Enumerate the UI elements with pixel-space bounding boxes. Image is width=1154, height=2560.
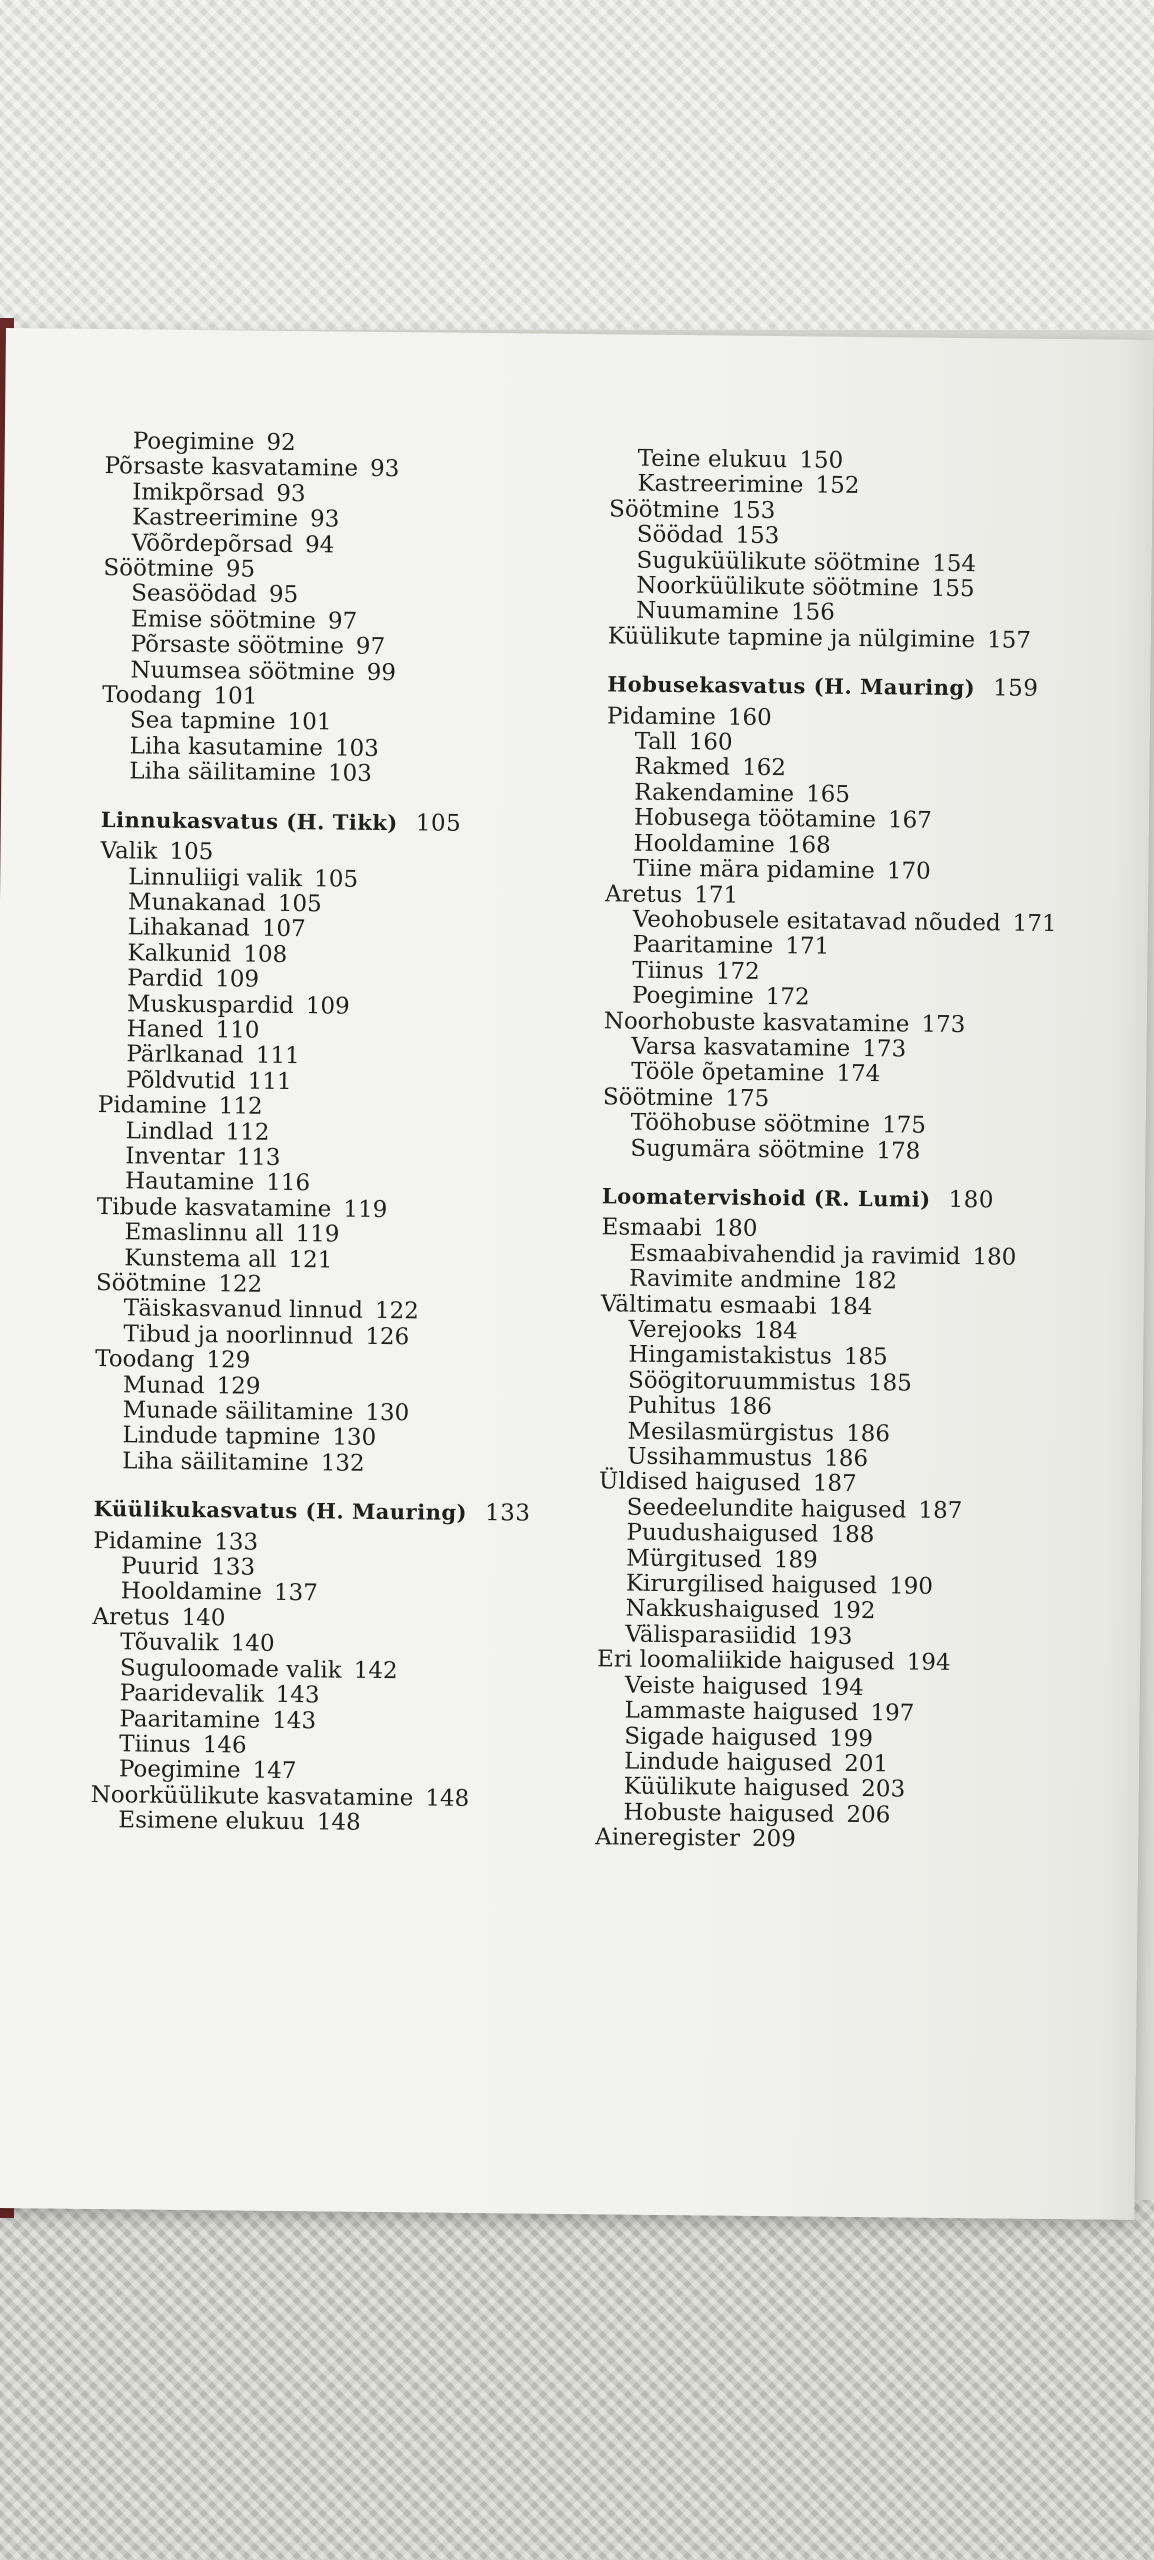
toc-entry-page-number: 197 (870, 1700, 915, 1727)
toc-entry-title: Hautamine (124, 1168, 255, 1197)
toc-entry-page-number: 187 (918, 1497, 963, 1524)
toc-entry-page-number: 111 (247, 1068, 292, 1095)
toc-entry-page-number: 175 (725, 1085, 770, 1112)
toc-entry-page-number: 130 (365, 1399, 410, 1427)
toc-entry-page-number: 182 (853, 1268, 898, 1295)
toc-entry-page-number: 140 (230, 1630, 275, 1658)
toc-entry-page-number: 111 (255, 1043, 300, 1070)
toc-entry-title: Põrsaste kasvatamine (104, 453, 359, 483)
toc-entry-title: Sea tapmine (129, 707, 276, 736)
toc-entry-page-number: 107 (261, 916, 306, 943)
tablecloth-top (0, 0, 1154, 330)
toc-entry-page-number: 170 (886, 858, 931, 885)
toc-subentry (94, 1449, 614, 1480)
toc-entry-title: Eri loomaliikide haigused (596, 1646, 895, 1676)
toc-entry-page-number: 178 (876, 1137, 921, 1165)
toc-entry-page-number: 94 (304, 531, 335, 559)
toc-entry-page-number: 147 (252, 1757, 297, 1785)
toc-entry-page-number: 119 (343, 1196, 388, 1223)
toc-entry-title: Ravimite andmine (628, 1265, 842, 1294)
toc-entry-page-number: 165 (805, 781, 851, 808)
toc-subentry (602, 1136, 1122, 1167)
toc-entry-page-number: 209 (751, 1826, 796, 1853)
toc-entry-page-number: 140 (181, 1604, 226, 1632)
section-heading-page-number: 105 (415, 810, 462, 837)
section-heading-title: Hobusekasvatus (H. Mauring) (607, 671, 976, 701)
toc-entry-title: Kalkunid (127, 940, 232, 968)
section-heading-title: Loomatervishoid (R. Lumi) (601, 1183, 931, 1212)
toc-entry-title: Mesilasmürgistus (627, 1418, 835, 1447)
toc-entry-title: Liha säilitamine (129, 758, 317, 787)
toc-entry-title: Munade säilitamine (122, 1397, 354, 1426)
toc-entry-page-number: 105 (169, 838, 214, 866)
toc-entry-title: Noorhobuste kasvatamine (603, 1007, 910, 1038)
toc-entry-title: Noorküülikute söötmine (636, 572, 919, 602)
toc-entry-page-number: 143 (275, 1681, 320, 1709)
toc-entry-page-number: 173 (862, 1035, 907, 1063)
toc-entry-title: Poegimine (631, 982, 754, 1010)
toc-entry-title: Munakanad (127, 889, 266, 917)
toc-entry-title: Veiste haigused (624, 1672, 808, 1701)
toc-entry-page-number: 112 (218, 1093, 263, 1120)
toc-entry-title: Põrsaste söötmine (130, 631, 345, 660)
toc-entry-title: Varsa kasvatamine (631, 1033, 851, 1062)
toc-entry-page-number: 175 (881, 1112, 927, 1139)
toc-entry-page-number: 95 (225, 556, 256, 583)
toc-entry-title: Aineregister (595, 1824, 741, 1852)
toc-entry-page-number: 95 (268, 582, 299, 609)
toc-entry-title: Suguküülikute söötmine (636, 547, 921, 577)
toc-entry-page-number: 105 (277, 890, 322, 918)
toc-entry-page-number: 126 (365, 1323, 410, 1351)
toc-entry-title: Nakkushaigused (625, 1596, 820, 1625)
toc-entry-title: Esmaabi (601, 1214, 702, 1242)
toc-entry-page-number: 122 (374, 1298, 420, 1325)
toc-entry-page-number: 155 (930, 575, 975, 603)
toc-entry-page-number: 101 (287, 709, 332, 736)
toc-entry-page-number: 168 (786, 831, 831, 859)
toc-entry-page-number: 105 (314, 865, 359, 893)
toc-entry-title: Hobusega töötamine (633, 804, 877, 834)
toc-entry-title: Ussihammustus (627, 1443, 813, 1472)
toc-entry-title: Noorküülikute kasvatamine (90, 1781, 414, 1812)
toc-entry-page-number: 193 (808, 1623, 853, 1650)
toc-entry-page-number: 174 (836, 1061, 881, 1088)
toc-entry-page-number: 92 (266, 429, 296, 457)
section-heading-page-number: 159 (992, 675, 1039, 703)
toc-entry-page-number: 206 (846, 1801, 891, 1829)
toc-entry-page-number: 130 (332, 1424, 377, 1452)
toc-entry-title: Seasöödad (131, 580, 258, 609)
toc-entry-title: Poegimine (132, 428, 255, 456)
toc-entry-title: Söötmine (103, 555, 214, 583)
toc-entry-title: Aretus (92, 1603, 170, 1631)
toc-entry-page-number: 194 (819, 1674, 864, 1701)
toc-entry-page-number: 122 (218, 1271, 263, 1298)
toc-entry-page-number: 93 (276, 480, 306, 507)
toc-entry-title: Puhitus (627, 1392, 717, 1420)
toc-entry-title: Emise söötmine (130, 606, 317, 635)
toc-subentry (90, 1808, 610, 1839)
toc-entry-title: Paaritamine (119, 1705, 261, 1734)
toc-entry-page-number: 132 (320, 1450, 365, 1477)
toc-entry-title: Tiine mära pidamine (633, 855, 875, 885)
toc-entry-title: Kunstema all (124, 1244, 277, 1273)
toc-entry-title: Söödad (636, 521, 724, 549)
toc-entry-title: Söögitoruummistus (627, 1367, 857, 1396)
toc-entry-page-number: 171 (694, 881, 739, 909)
toc-entry-title: Tiinus (632, 957, 704, 985)
tablecloth-bottom (0, 2200, 1154, 2560)
toc-entry-title: Inventar (125, 1143, 225, 1171)
toc-entry-title: Nuumsea söötmine (130, 656, 355, 686)
toc-entry-title: Kastreerimine (637, 471, 804, 499)
toc-entry-page-number: 203 (861, 1776, 906, 1803)
toc-entry-title: Nuumamine (635, 598, 780, 626)
toc-entry-title: Paaridevalik (119, 1680, 264, 1708)
toc-entry-page-number: 157 (986, 627, 1032, 654)
toc-entry-page-number: 97 (327, 608, 358, 635)
toc-entry-title: Tibude kasvatamine (96, 1193, 332, 1223)
toc-entry-title: Linnuliigi valik (128, 863, 303, 892)
toc-entry-page-number: 148 (425, 1785, 470, 1812)
toc-entry-page-number: 171 (785, 933, 830, 960)
toc-entry-page-number: 171 (1012, 910, 1057, 937)
toc-entry-page-number: 142 (353, 1657, 398, 1684)
toc-entry-title: Valik (100, 838, 158, 865)
toc-entry-title: Rakendamine (634, 779, 795, 808)
toc-entry-title: Pidamine (606, 702, 716, 731)
toc-entry-page-number: 129 (216, 1372, 261, 1400)
toc-entry-title: Täiskasvanud linnud (123, 1295, 364, 1325)
toc-entry-page-number: 153 (731, 497, 776, 524)
toc-entry-title: Puurid (120, 1553, 200, 1581)
toc-entry-title: Välisparasiidid (625, 1621, 797, 1650)
toc-entry-title: Tiinus (119, 1731, 191, 1758)
toc-entry-title: Küülikute haigused (623, 1773, 850, 1803)
toc-entry-page-number: 93 (309, 506, 340, 533)
toc-entry-page-number: 172 (715, 958, 760, 985)
toc-entry-page-number: 186 (824, 1445, 869, 1473)
section-heading (93, 1496, 613, 1528)
toc-entry-page-number: 146 (202, 1732, 247, 1759)
toc-entry-title: Sigade haigused (624, 1723, 818, 1752)
section-heading-page-number: 133 (484, 1500, 531, 1527)
toc-entry-page-number: 160 (727, 704, 772, 731)
toc-entry-title: Liha säilitamine (122, 1448, 309, 1477)
toc-entry-page-number: 93 (369, 456, 400, 483)
toc-entry-title: Verejooks (628, 1316, 742, 1344)
toc-entry-page-number: 133 (211, 1554, 256, 1581)
toc-entry-title: Põldvutid (125, 1067, 236, 1095)
toc-entry-title: Tall (634, 728, 677, 756)
toc-entry-page-number: 97 (355, 633, 386, 661)
toc-entry-title: Tõuvalik (120, 1629, 219, 1657)
toc-left-column (90, 429, 625, 1839)
toc-entry-title: Hobuste haigused (623, 1799, 835, 1828)
toc-entry-title: Pidamine (93, 1527, 203, 1555)
toc-entry-page-number: 101 (213, 683, 258, 710)
toc-entry-title: Munad (122, 1371, 205, 1399)
toc-entry-title: Võõrdepõrsad (131, 529, 294, 558)
toc-entry-page-number: 110 (215, 1017, 260, 1044)
toc-entry-page-number: 148 (316, 1809, 361, 1836)
toc-entry-title: Hooldamine (633, 830, 775, 858)
toc-entry-page-number: 153 (735, 522, 780, 550)
book-page (0, 328, 1154, 2220)
toc-entry-title: Sugumära söötmine (630, 1135, 865, 1164)
toc-entry-page-number: 113 (236, 1144, 281, 1171)
toc-entry-page-number: 180 (713, 1215, 758, 1243)
section-heading (607, 672, 1127, 704)
toc-entry-title: Emaslinnu all (124, 1219, 284, 1248)
section-heading-page-number: 180 (948, 1186, 995, 1214)
toc-entry-title: Veohobusele esitatavad nõuded (632, 906, 1001, 937)
section-heading (602, 1183, 1122, 1215)
toc-entry-title: Söötmine (602, 1084, 714, 1112)
toc-entry-title: Lindude tapmine (122, 1422, 321, 1451)
toc-entry-title: Söötmine (609, 496, 720, 524)
toc-entry-page-number: 103 (327, 760, 372, 788)
toc-entry-page-number: 184 (753, 1317, 798, 1345)
toc-entry-page-number: 194 (906, 1649, 951, 1677)
toc-entry-page-number: 190 (888, 1573, 934, 1600)
toc-entry-title: Lindude haigused (623, 1748, 833, 1777)
toc-entry-title: Toodang (95, 1346, 195, 1374)
toc-entry-page-number: 187 (812, 1470, 857, 1498)
toc-entry-page-number: 189 (773, 1546, 818, 1574)
toc-entry-title: Üldised haigused (598, 1468, 801, 1497)
toc-entry-title: Mürgitused (626, 1545, 762, 1573)
toc-entry-title: Vältimatu esmaabi (600, 1290, 817, 1320)
toc-right-column (595, 446, 1130, 1856)
toc-entry-page-number: 109 (305, 992, 350, 1020)
toc-entry-title: Poegimine (118, 1756, 241, 1784)
toc-entry-page-number: 186 (727, 1393, 773, 1421)
toc-entry-page-number: 119 (295, 1221, 340, 1248)
toc-entry-title: Esimene elukuu (118, 1807, 305, 1836)
section-heading (101, 807, 621, 839)
toc-entry-page-number: 109 (215, 966, 260, 993)
toc-entry-page-number: 112 (225, 1118, 270, 1146)
toc-entry-title: Pardid (127, 965, 204, 993)
section-heading-title: Küülikukasvatus (H. Mauring) (93, 1496, 468, 1526)
toc-entry-page-number: 185 (843, 1344, 888, 1371)
toc-entry-page-number: 201 (844, 1750, 889, 1778)
toc-entry-page-number: 180 (972, 1243, 1017, 1271)
toc-entry-page-number: 160 (688, 729, 733, 756)
toc-entry-page-number: 186 (845, 1420, 891, 1447)
toc-entry-title: Pidamine (97, 1092, 207, 1120)
toc-entry-page-number: 199 (828, 1725, 874, 1752)
toc-entry-page-number: 185 (867, 1369, 912, 1397)
toc-entry-title: Lihakanad (127, 914, 250, 942)
toc-entry-title: Puudushaigused (626, 1519, 819, 1548)
toc-subentry (101, 759, 621, 790)
toc-entry-page-number: 137 (273, 1580, 318, 1607)
toc-entry-title: Tibud ja noorlinnud (123, 1321, 354, 1350)
toc-entry-title: Kastreerimine (131, 504, 299, 533)
toc-entry-title: Rakmed (634, 754, 731, 782)
toc-entry-page-number: 156 (790, 599, 835, 627)
toc-entry-page-number: 99 (366, 659, 397, 686)
toc-entry-page-number: 172 (765, 984, 810, 1011)
toc-entry-page-number: 133 (214, 1528, 259, 1556)
toc-entry-page-number: 167 (887, 807, 933, 835)
toc-entry-title: Liha kasutamine (129, 733, 324, 762)
toc-entry-title: Aretus (604, 880, 683, 908)
toc-entry (595, 1825, 1115, 1856)
toc-entry (608, 624, 1128, 655)
toc-entry-page-number: 192 (831, 1598, 876, 1625)
toc-entry-page-number: 150 (799, 447, 844, 474)
toc-entry-title: Toodang (102, 682, 202, 710)
toc-entry-page-number: 121 (288, 1246, 333, 1274)
toc-entry-page-number: 162 (741, 755, 787, 782)
toc-entry-title: Esmaabivahendid ja ravimid (629, 1240, 961, 1270)
toc-entry-title: Suguloomade valik (119, 1654, 342, 1684)
section-heading-title: Linnukasvatus (H. Tikk) (100, 806, 398, 835)
toc-entry-title: Lammaste haigused (624, 1697, 859, 1727)
toc-entry-title: Pärlkanad (126, 1041, 244, 1069)
toc-entry-page-number: 143 (272, 1707, 317, 1734)
toc-entry-title: Hooldamine (120, 1578, 263, 1607)
toc-entry-title: Tööhobuse söötmine (630, 1109, 871, 1139)
toc-entry-title: Söötmine (95, 1269, 207, 1298)
toc-entry-page-number: 108 (243, 941, 288, 968)
toc-entry-title: Paaritamine (632, 931, 774, 960)
toc-entry-title: Seedeelundite haigused (626, 1494, 907, 1524)
toc-entry-title: Kirurgilised haigused (625, 1570, 878, 1600)
toc-entry-title: Küülikute tapmine ja nülgimine (607, 623, 976, 654)
toc-entry-title: Imikpõrsad (132, 479, 265, 507)
toc-entry-page-number: 188 (830, 1521, 875, 1549)
toc-entry-page-number: 103 (334, 735, 379, 762)
toc-entry-page-number: 173 (921, 1011, 966, 1038)
toc-entry-page-number: 184 (828, 1293, 873, 1320)
toc-entry-page-number: 116 (266, 1170, 311, 1197)
toc-entry-title: Tööle õpetamine (631, 1058, 825, 1087)
toc-entry-title: Haned (126, 1016, 204, 1044)
toc-entry-page-number: 152 (815, 472, 860, 500)
toc-entry-title: Muskuspardid (126, 990, 295, 1019)
toc-entry-title: Teine elukuu (637, 445, 788, 474)
toc-entry-title: Lindlad (125, 1117, 214, 1145)
toc-entry-page-number: 154 (932, 550, 977, 577)
toc-entry-page-number: 129 (206, 1347, 251, 1374)
toc-entry-title: Hingamistakistus (628, 1341, 832, 1371)
